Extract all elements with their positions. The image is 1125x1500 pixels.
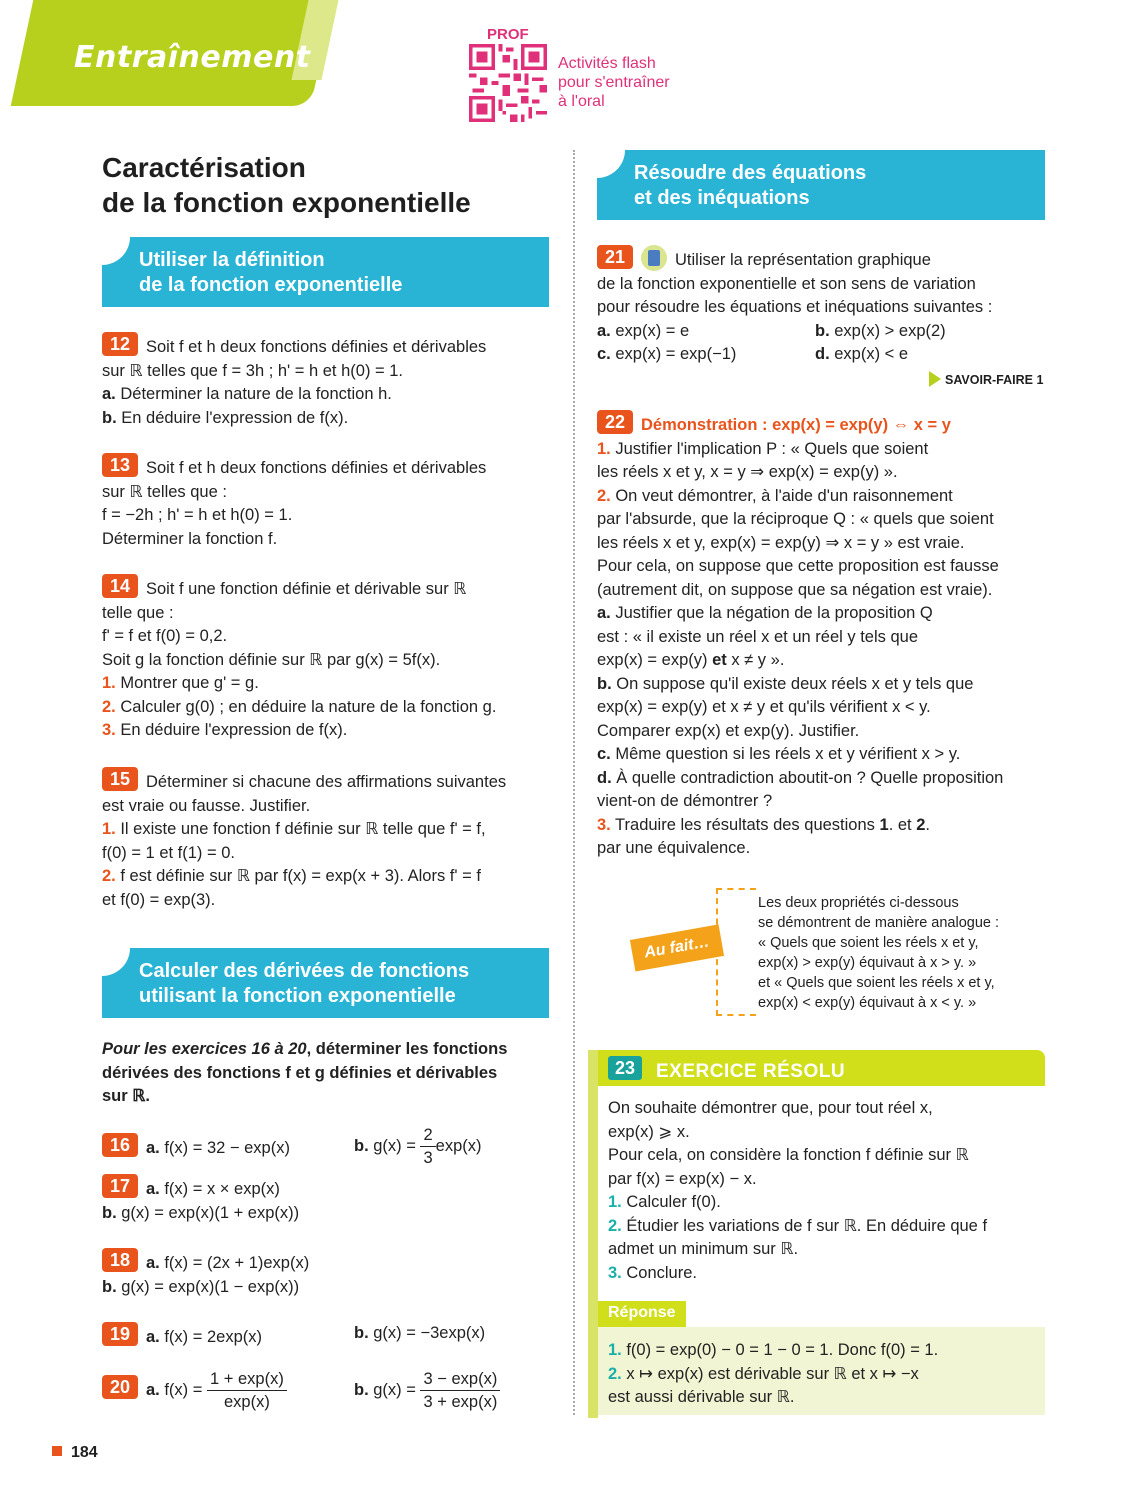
page-title-line-2: de la fonction exponentielle bbox=[102, 187, 471, 218]
section-heading-derivatives bbox=[102, 948, 549, 1018]
exercise-number: 17 bbox=[102, 1174, 138, 1198]
resolved-exercise-border bbox=[588, 1050, 598, 1418]
page-title-line-1: Caractérisation bbox=[102, 152, 306, 183]
exercise-14: 14 Soit f une fonction définie et dérivable sur ℝ telle que : f' = f et f(0) = 0,2. Soit g la fonction définie sur ℝ par g(x) = 5f(x). 1. Montrer que g' = g. 2. Calculer g(0) ; en déduire la nature de la fonction g. 3. En déduire l'expression de f(x). bbox=[102, 576, 497, 739]
page-number: 184 bbox=[52, 1444, 98, 1462]
section-heading-line-1: Résoudre des équations bbox=[634, 162, 867, 184]
exercise-number: 13 bbox=[102, 453, 138, 477]
flash-line-3: à l'oral bbox=[558, 93, 605, 110]
chapter-tab-title: Entraînement bbox=[74, 40, 311, 75]
exercise-19: 19 a. f(x) = 2exp(x) b. g(x) = −3exp(x) bbox=[102, 1322, 562, 1350]
exercise-number: 23 bbox=[608, 1056, 642, 1080]
section-heading-line-2: utilisant la fonction exponentielle bbox=[139, 985, 456, 1007]
exercise-20: 20 a. f(x) = $\frac{1 + \exp(x)}{\exp(x)}$ b. g(x) = $\frac{3 - \exp(x)}{3 + \exp(x)}$ bbox=[102, 1368, 562, 1413]
exercise-23-answer: 1. f(0) = exp(0) − 0 = 1 − 0 = 1. Donc f(0) = 1. 2. x ↦ exp(x) est dérivable sur ℝ et x ↦ −x est aussi dérivable sur ℝ. bbox=[608, 1341, 939, 1406]
exercise-13: 13 Soit f et h deux fonctions définies et dérivables sur ℝ telles que : f = −2h ; h' = h et h(0) = 1. Déterminer la fonction f. bbox=[102, 455, 487, 548]
fraction: $\frac{3 - \exp(x)}{3 + \exp(x)}$ bbox=[420, 1368, 500, 1413]
exercise-number: 19 bbox=[102, 1322, 138, 1346]
exercise-17: 17 a. f(x) = x × exp(x) b. g(x) = exp(x)(1 + exp(x)) bbox=[102, 1176, 300, 1222]
flash-activities-link[interactable] bbox=[558, 54, 708, 111]
flash-line-2: pour s'entraîner bbox=[558, 74, 670, 91]
flash-line-1: Activités flash bbox=[558, 55, 656, 72]
section-heading-equations bbox=[597, 150, 1045, 220]
exercise-number: 15 bbox=[102, 767, 138, 791]
section-heading-line-1: Utiliser la définition bbox=[139, 249, 325, 271]
exercise-23-statement: On souhaite démontrer que, pour tout réel x, exp(x) ⩾ x. Pour cela, on considère la fonction f définie sur ℝ par f(x) = exp(x) − x. 1. Calculer f(0). 2. Étudier les variations de f sur ℝ. En déduire que f admet un minimum sur ℝ. 3. Conclure. bbox=[608, 1099, 988, 1282]
fraction: $\frac{1 + \exp(x)}{\exp(x)}$ bbox=[207, 1368, 287, 1413]
play-arrow-icon bbox=[929, 371, 941, 387]
fraction: $\frac{2}{3}$ bbox=[420, 1124, 435, 1169]
exercise-number: 12 bbox=[102, 332, 138, 356]
prof-label: PROF bbox=[487, 26, 529, 43]
calculator-icon bbox=[641, 245, 667, 271]
page-marker-icon bbox=[52, 1446, 62, 1456]
exercise-21: 21 Utiliser la représentation graphique de la fonction exponentielle et son sens de variation pour résoudre les équations et inéquations suivantes : a. exp(x) = e b. exp(x) > exp(2) c. exp(x) = exp(−1) d. exp(x) < e bbox=[597, 247, 993, 363]
savoir-faire-link[interactable]: SAVOIR-FAIRE 1 bbox=[929, 371, 1043, 387]
exercise-18: 18 a. f(x) = (2x + 1)exp(x) b. g(x) = exp(x)(1 − exp(x)) bbox=[102, 1250, 310, 1296]
exercise-number: 14 bbox=[102, 574, 138, 598]
exercise-22: 22 Démonstration : exp(x) = exp(y) ⇔ x = y 1. Justifier l'implication P : « Quels que soient les réels x et y, x = y ⇒ exp(x) = exp(y) ». 2. On veut démontrer, à l'aide d'un raisonnement par l'absurde, que la réciproque Q : « quels que soient les réels x et y, exp(x) = exp(y) ⇒ x = y » est vraie. Pour cela, on suppose que cette proposition est fausse (autrement dit, on suppose que sa négation est vraie). a. Justifier que la négation de la proposition Q est : « il existe un réel x et un réel y tels que exp(x) = exp(y) et x ≠ y ». b. On suppose qu'il existe deux réels x et y tels que exp(x) = exp(y) et x ≠ y et qu'ils vérifient x < y. Comparer exp(x) et exp(y). Justifier. c. Même question si les réels x et y vérifient x > y. d. À quelle contradiction aboutit-on ? Quelle proposition vient-on de démontrer ? 3. Traduire les résultats des questions 1. et 2. par une équivalence. bbox=[597, 412, 1004, 857]
exercise-12: 12 Soit f et h deux fonctions définies et dérivables sur ℝ telles que f = 3h ; h' = h et h(0) = 1. a. Déterminer la nature de la fonction h. b. En déduire l'expression de f(x). bbox=[102, 334, 487, 427]
section-heading-line-2: et des inéquations bbox=[634, 187, 810, 209]
exercise-number: 16 bbox=[102, 1133, 138, 1157]
au-fait-note: Les deux propriétés ci-dessous se démontrent de manière analogue : « Quels que soient les réels x et y, exp(x) > exp(y) équivaut à x > y. » et « Quels que soient les réels x et y, exp(x) < exp(y) équivaut à x < y. » bbox=[758, 895, 1000, 1011]
exercise-number: 22 bbox=[597, 410, 633, 434]
section-heading-definition bbox=[102, 237, 549, 307]
exercises-16-20-instructions: Pour les exercices 16 à 20, déterminer les fonctions dérivées des fonctions f et g définies et dérivables sur ℝ. bbox=[102, 1040, 508, 1105]
section-heading-line-1: Calculer des dérivées de fonctions bbox=[139, 960, 470, 982]
exercise-number: 18 bbox=[102, 1248, 138, 1272]
resolved-exercise-title: EXERCICE RÉSOLU bbox=[656, 1061, 846, 1082]
section-heading-line-2: de la fonction exponentielle bbox=[139, 274, 403, 296]
column-divider bbox=[573, 150, 575, 1415]
page-title bbox=[102, 150, 471, 220]
qr-code-icon[interactable] bbox=[469, 44, 547, 122]
exercise-16: 16 a. f(x) = 32 − exp(x) b. g(x) = $\frac{2}{3}$ exp(x) bbox=[102, 1124, 562, 1169]
reponse-tag: Réponse bbox=[598, 1301, 686, 1327]
exercise-number: 20 bbox=[102, 1375, 138, 1399]
exercise-15: 15 Déterminer si chacune des affirmations suivantes est vraie ou fausse. Justifier. 1. Il existe une fonction f définie sur ℝ telle que f' = f, f(0) = 1 et f(1) = 0. 2. f est définie sur ℝ par f(x) = exp(x + 3). Alors f' = f et f(0) = exp(3). bbox=[102, 769, 507, 909]
exercise-number: 21 bbox=[597, 245, 633, 269]
au-fait-tag: Au fait… bbox=[630, 924, 724, 971]
